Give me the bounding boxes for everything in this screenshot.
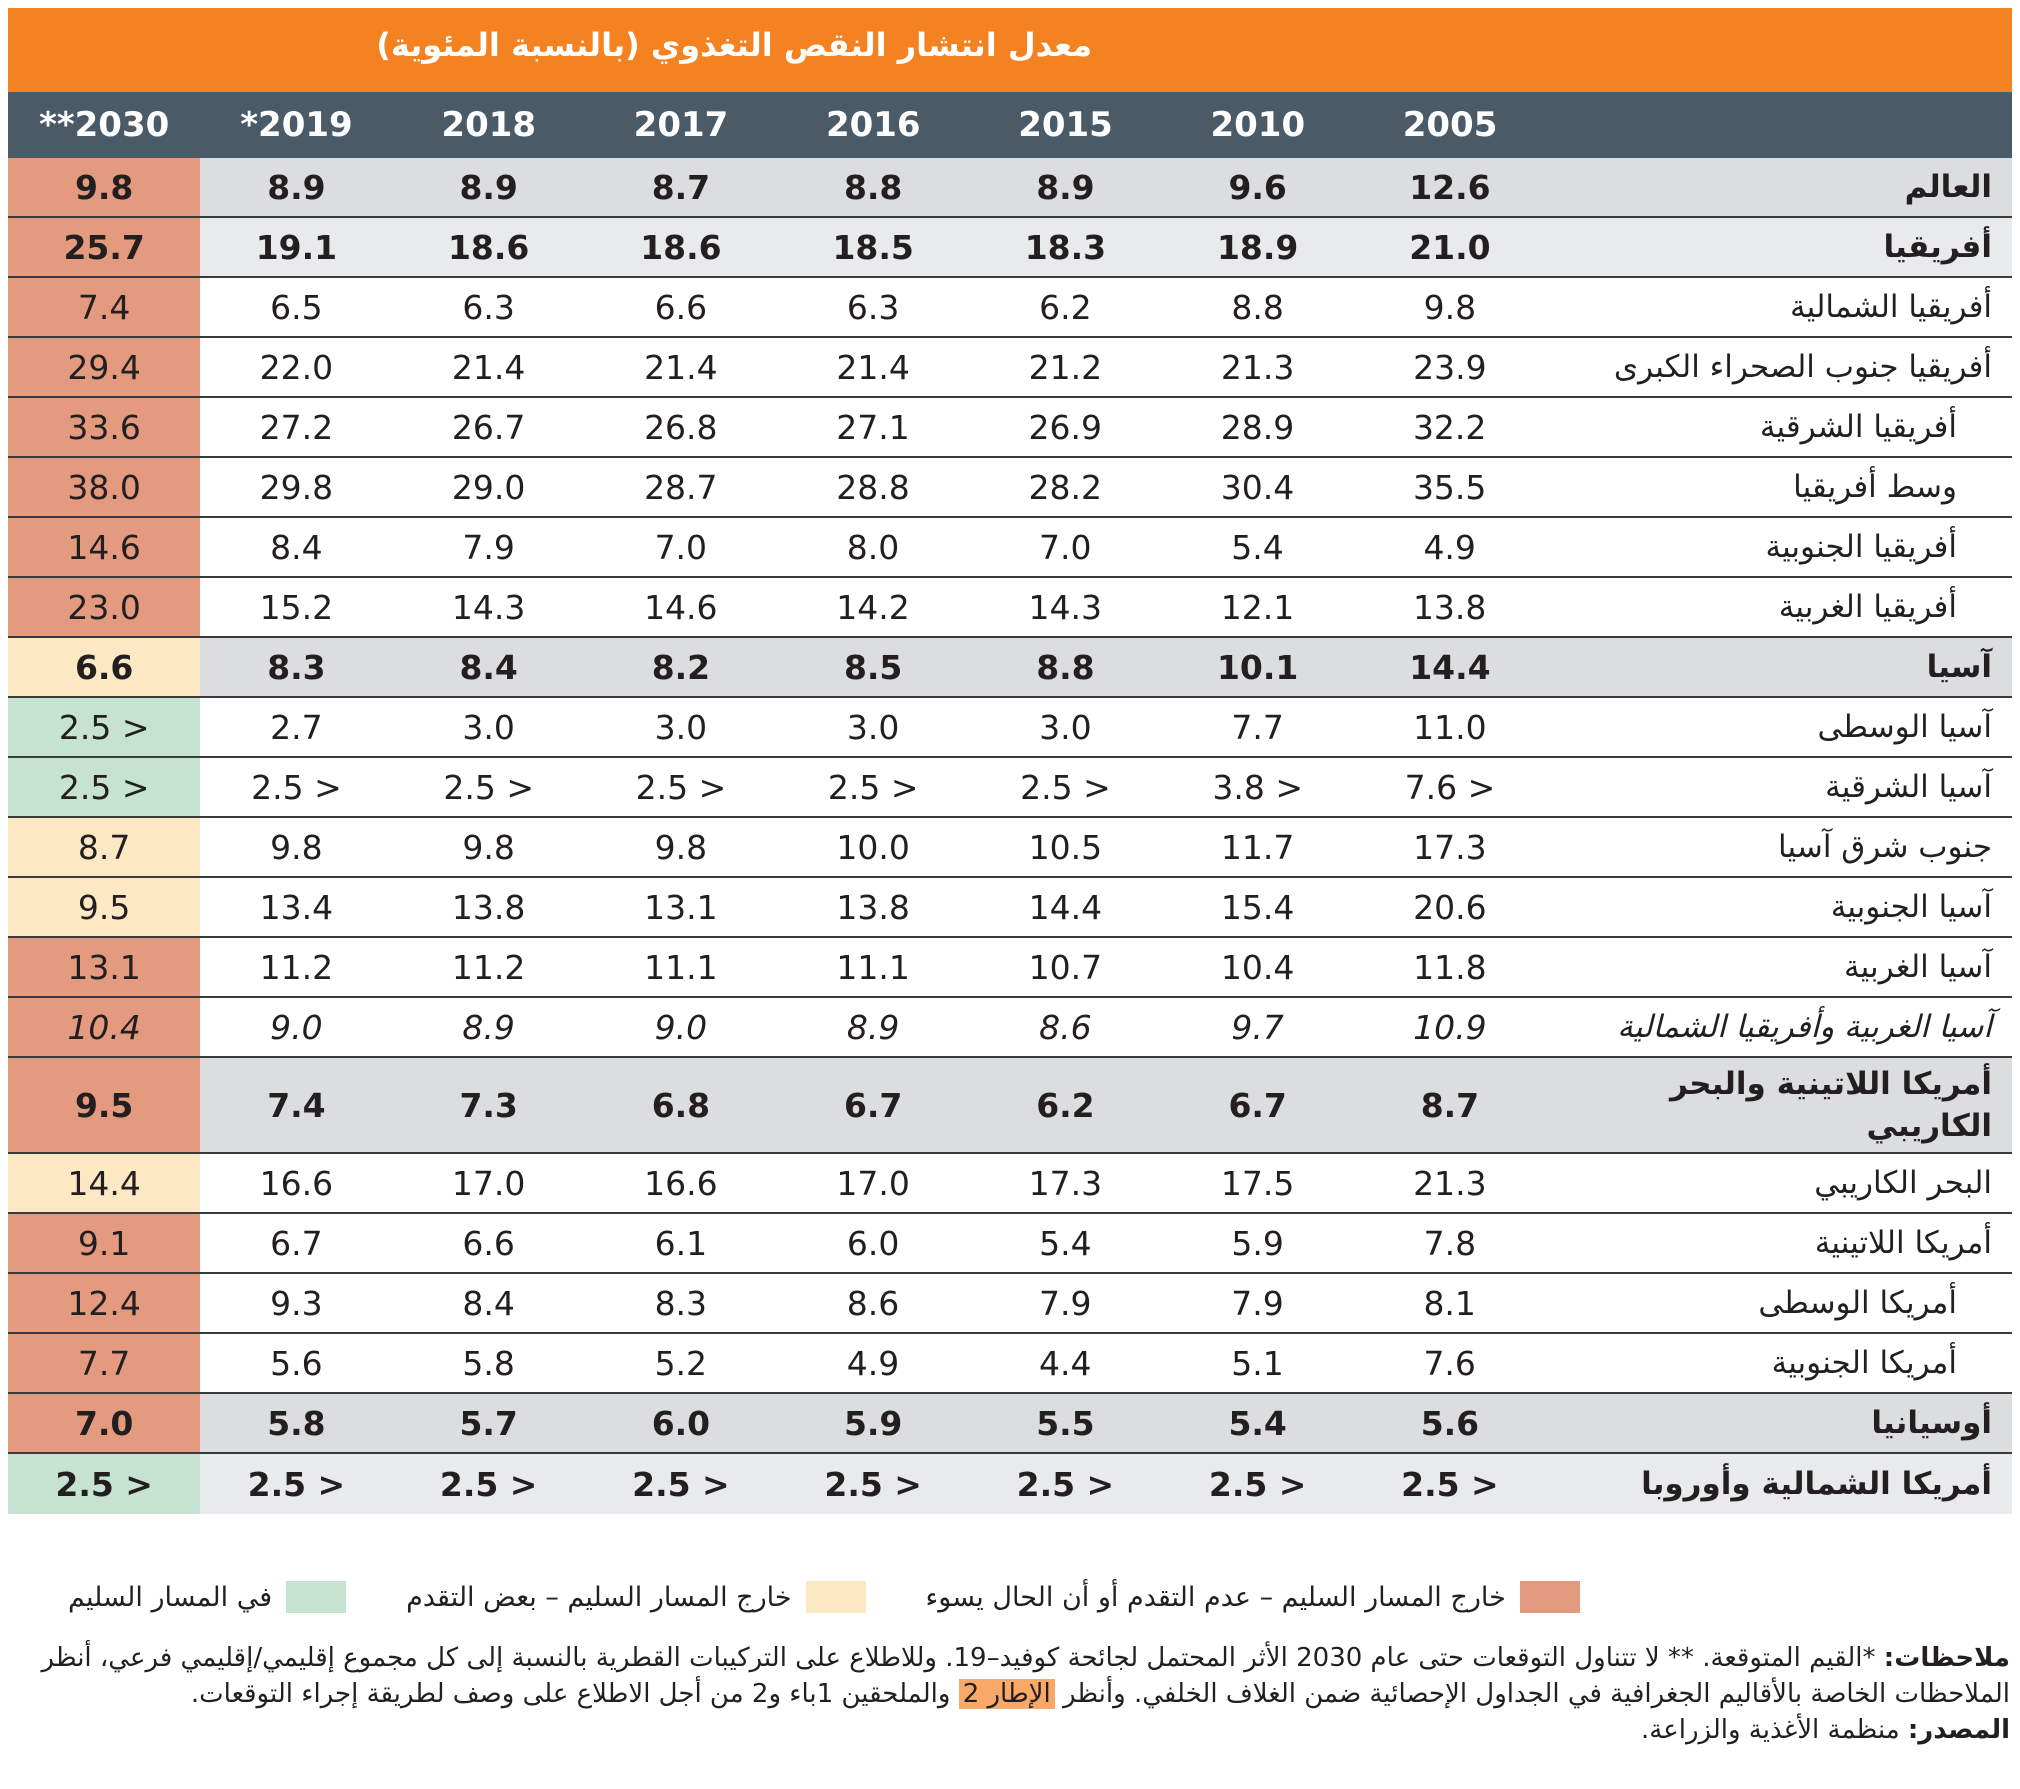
value-cell: 2.5 >	[635, 767, 727, 807]
value-cell: 8.3	[200, 638, 392, 696]
value-cell: 6.3	[846, 287, 900, 327]
notes	[20, 1640, 2010, 1748]
value-cell: 6.0	[846, 1223, 900, 1263]
legend-text: خارج المسار السليم – عدم التقدم أو أن الحال يسوء	[925, 1581, 1506, 1613]
row-label: جنوب شرق آسيا	[1778, 829, 1992, 865]
row-label: أفريقيا	[1546, 218, 2012, 276]
value-cell: 7.3	[393, 1058, 585, 1152]
projection-cell: 7.7	[8, 1334, 200, 1392]
value-cell: 2.5 >	[200, 1454, 392, 1514]
row-label: أمريكا اللاتينية والبحر الكاريبي	[1546, 1058, 2012, 1152]
value-cell: 10.7	[1028, 947, 1103, 987]
value-cell: 2.5 >	[393, 1454, 585, 1514]
value-cell: 29.8	[259, 467, 334, 507]
source-line	[20, 1712, 2010, 1748]
table-row	[8, 758, 2012, 818]
table-title: معدل انتشار النقص التغذوي (بالنسبة المئوية)	[376, 26, 1092, 64]
legend-swatch	[806, 1581, 866, 1613]
value-cell: 5.1	[1231, 1343, 1284, 1383]
value-cell: 8.6	[846, 1283, 900, 1323]
value-cell: 6.8	[585, 1058, 777, 1152]
value-cell: 8.9	[393, 158, 585, 216]
value-cell: 4.4	[1039, 1343, 1092, 1383]
value-cell: 8.4	[462, 1283, 515, 1323]
value-cell: 9.8	[1423, 287, 1477, 327]
value-cell: 5.9	[777, 1394, 969, 1452]
value-cell: 7.4	[200, 1058, 392, 1152]
table-row	[8, 1214, 2012, 1274]
value-cell: 7.0	[654, 527, 708, 567]
value-cell: 6.7	[777, 1058, 969, 1152]
value-cell: 13.8	[836, 887, 910, 927]
projection-cell: 8.7	[8, 818, 200, 876]
value-cell: 27.2	[259, 407, 334, 447]
value-cell: 2.5 >	[1020, 767, 1111, 807]
value-cell: 2.5 >	[1354, 1454, 1546, 1514]
value-cell: 8.8	[777, 158, 969, 216]
value-cell: 8.5	[777, 638, 969, 696]
value-cell: 28.7	[644, 467, 718, 507]
value-cell: 11.1	[836, 947, 910, 987]
table-row	[8, 878, 2012, 938]
value-cell: 11.7	[1220, 827, 1295, 867]
value-cell: 17.5	[1220, 1163, 1295, 1203]
value-cell: 6.3	[462, 287, 515, 327]
row-label: آسيا الجنوبية	[1830, 889, 1992, 925]
header-year-0: 2005	[1402, 105, 1498, 145]
value-cell: 21.0	[1354, 218, 1546, 276]
value-cell: 7.9	[1039, 1283, 1092, 1323]
value-cell: 21.4	[836, 347, 910, 387]
table-row	[8, 818, 2012, 878]
table-row	[8, 998, 2012, 1058]
table-row	[8, 698, 2012, 758]
value-cell: 12.1	[1220, 587, 1295, 627]
value-cell: 30.4	[1220, 467, 1295, 507]
header-row	[8, 92, 2012, 158]
table-row	[8, 338, 2012, 398]
header-year-3: 2016	[825, 105, 921, 145]
value-cell: 21.3	[1413, 1163, 1487, 1203]
value-cell: 11.0	[1413, 707, 1487, 747]
value-cell: 2.5 >	[443, 767, 534, 807]
projection-cell: 25.7	[8, 218, 200, 276]
value-cell: 14.4	[1354, 638, 1546, 696]
value-cell: 13.1	[644, 887, 718, 927]
value-cell: 3.8 >	[1212, 767, 1303, 807]
projection-cell: 2.5 >	[8, 1454, 200, 1514]
value-cell: 2.5 >	[585, 1454, 777, 1514]
value-cell: 4.9	[1423, 527, 1476, 567]
table-title-bar	[8, 8, 2012, 92]
value-cell: 5.4	[1039, 1223, 1092, 1263]
projection-cell: 7.4	[8, 278, 200, 336]
value-cell: 9.6	[1162, 158, 1354, 216]
value-cell: 13.8	[451, 887, 526, 927]
value-cell: 2.5 >	[1162, 1454, 1354, 1514]
value-cell: 18.6	[585, 218, 777, 276]
value-cell: 6.5	[270, 287, 323, 327]
value-cell: 8.8	[1231, 287, 1284, 327]
value-cell: 6.2	[969, 1058, 1161, 1152]
table-row	[8, 458, 2012, 518]
row-label: العالم	[1546, 158, 2012, 216]
value-cell: 9.3	[270, 1283, 323, 1323]
header-year-6: *2019	[240, 105, 353, 145]
value-cell: 11.8	[1413, 947, 1487, 987]
value-cell: 9.0	[654, 1007, 708, 1047]
row-label: وسط أفريقيا	[1793, 469, 1957, 505]
value-cell: 8.9	[969, 158, 1161, 216]
table-row	[8, 1154, 2012, 1214]
value-cell: 23.9	[1413, 347, 1487, 387]
value-cell: 28.2	[1028, 467, 1102, 507]
table-row	[8, 1058, 2012, 1154]
value-cell: 4.9	[846, 1343, 900, 1383]
value-cell: 10.5	[1028, 827, 1103, 867]
projection-cell: 2.5 >	[8, 758, 200, 816]
value-cell: 11.2	[451, 947, 526, 987]
projection-cell: 9.5	[8, 1058, 200, 1152]
value-cell: 28.8	[836, 467, 910, 507]
row-label: أمريكا الوسطى	[1758, 1285, 1957, 1321]
row-label: أفريقيا جنوب الصحراء الكبرى	[1613, 349, 1992, 385]
value-cell: 10.4	[1220, 947, 1295, 987]
value-cell: 22.0	[259, 347, 334, 387]
projection-cell: 23.0	[8, 578, 200, 636]
legend-text: خارج المسار السليم – بعض التقدم	[406, 1581, 792, 1613]
value-cell: 6.6	[462, 1223, 515, 1263]
value-cell: 3.0	[846, 707, 900, 747]
value-cell: 8.3	[654, 1283, 708, 1323]
legend-item	[406, 1581, 865, 1613]
value-cell: 21.4	[644, 347, 718, 387]
header-year-1: 2010	[1210, 105, 1306, 145]
value-cell: 8.8	[969, 638, 1161, 696]
header-year-5: 2018	[441, 105, 537, 145]
value-cell: 26.7	[451, 407, 526, 447]
value-cell: 8.7	[1354, 1058, 1546, 1152]
notes-text-1: *القيم المتوقعة. ** لا تتناول التوقعات حتى عام 2030 الأثر المحتمل لجائحة كوفيد–19. وللاطلاع على التركيبات القطرية بالنسبة إلى كل مجموع إقليمي/إقليمي فرعي، أنظر الملاحظات الخاصة بالأقاليم الجغرافية في الجداول الإحصائية ضمن الغلاف الخلفي. وأنظر	[41, 1643, 2010, 1709]
value-cell: 5.4	[1231, 527, 1284, 567]
projection-cell: 13.1	[8, 938, 200, 996]
value-cell: 5.4	[1162, 1394, 1354, 1452]
value-cell: 14.3	[1028, 587, 1102, 627]
value-cell: 17.0	[451, 1163, 526, 1203]
value-cell: 19.1	[200, 218, 392, 276]
notes-text-2: والملحقين 1باء و2 من أجل الاطلاع على وصف لطريقة إجراء التوقعات.	[190, 1679, 951, 1709]
value-cell: 21.3	[1220, 347, 1295, 387]
value-cell: 27.1	[836, 407, 910, 447]
row-label: آسيا الغربية وأفريقيا الشمالية	[1617, 1009, 1992, 1045]
value-cell: 6.6	[654, 287, 708, 327]
value-cell: 13.8	[1412, 587, 1487, 627]
source-label: المصدر:	[1907, 1715, 2010, 1745]
value-cell: 7.6 >	[1404, 767, 1496, 807]
value-cell: 2.5 >	[969, 1454, 1161, 1514]
value-cell: 14.3	[451, 587, 526, 627]
value-cell: 11.1	[644, 947, 718, 987]
row-label: أمريكا الشمالية وأوروبا	[1546, 1454, 2012, 1514]
value-cell: 15.4	[1220, 887, 1295, 927]
value-cell: 8.2	[585, 638, 777, 696]
value-cell: 8.0	[846, 527, 900, 567]
value-cell: 28.9	[1220, 407, 1295, 447]
value-cell: 6.1	[654, 1223, 708, 1263]
value-cell: 3.0	[1039, 707, 1092, 747]
table-row	[8, 158, 2012, 218]
value-cell: 5.6	[270, 1343, 323, 1383]
value-cell: 8.1	[1423, 1283, 1476, 1323]
table-row	[8, 398, 2012, 458]
legend-swatch	[286, 1581, 346, 1613]
row-label: أفريقيا الغربية	[1778, 589, 1957, 625]
value-cell: 21.4	[451, 347, 526, 387]
legend-item	[926, 1581, 1580, 1613]
value-cell: 6.7	[1162, 1058, 1354, 1152]
table-row	[8, 518, 2012, 578]
notes-paragraph	[20, 1640, 2010, 1712]
value-cell: 13.4	[259, 887, 334, 927]
projection-cell: 6.6	[8, 638, 200, 696]
value-cell: 9.8	[270, 827, 323, 867]
value-cell: 8.6	[1039, 1007, 1092, 1047]
value-cell: 6.7	[270, 1223, 323, 1263]
value-cell: 18.3	[969, 218, 1161, 276]
table-row	[8, 1334, 2012, 1394]
projection-cell: 9.1	[8, 1214, 200, 1272]
table-row	[8, 638, 2012, 698]
value-cell: 20.6	[1413, 887, 1487, 927]
row-label: أفريقيا الشمالية	[1790, 289, 1992, 325]
value-cell: 5.6	[1354, 1394, 1546, 1452]
table-row	[8, 278, 2012, 338]
value-cell: 5.9	[1231, 1223, 1284, 1263]
value-cell: 8.4	[270, 527, 323, 567]
projection-cell: 10.4	[8, 998, 200, 1056]
table-row	[8, 938, 2012, 998]
value-cell: 6.2	[1039, 287, 1092, 327]
value-cell: 32.2	[1412, 407, 1487, 447]
table-row	[8, 218, 2012, 278]
value-cell: 18.6	[393, 218, 585, 276]
data-table	[8, 8, 2012, 1514]
value-cell: 18.9	[1162, 218, 1354, 276]
value-cell: 10.0	[836, 827, 910, 867]
row-label: أوسيانيا	[1546, 1394, 2012, 1452]
projection-cell: 14.6	[8, 518, 200, 576]
legend	[8, 1572, 2012, 1622]
projection-cell: 33.6	[8, 398, 200, 456]
value-cell: 10.9	[1413, 1007, 1487, 1047]
value-cell: 5.7	[393, 1394, 585, 1452]
projection-cell: 38.0	[8, 458, 200, 516]
row-label: آسيا	[1546, 638, 2012, 696]
row-label: أمريكا اللاتينية	[1814, 1225, 1992, 1261]
value-cell: 7.9	[1231, 1283, 1284, 1323]
value-cell: 29.0	[451, 467, 526, 507]
value-cell: 17.3	[1413, 827, 1487, 867]
value-cell: 9.8	[462, 827, 515, 867]
table-row	[8, 1274, 2012, 1334]
projection-cell: 2.5 >	[8, 698, 200, 756]
projection-cell: 9.5	[8, 878, 200, 936]
header-year-2: 2015	[1018, 105, 1113, 145]
value-cell: 9.0	[270, 1007, 323, 1047]
value-cell: 3.0	[462, 707, 515, 747]
value-cell: 26.9	[1028, 407, 1102, 447]
projection-cell: 9.8	[8, 158, 200, 216]
value-cell: 3.0	[654, 707, 708, 747]
header-year-4: 2017	[633, 105, 729, 145]
value-cell: 2.7	[270, 707, 323, 747]
value-cell: 5.5	[969, 1394, 1161, 1452]
value-cell: 9.7	[1231, 1007, 1284, 1047]
projection-cell: 12.4	[8, 1274, 200, 1332]
notes-label: ملاحظات:	[1883, 1643, 2010, 1673]
value-cell: 5.8	[462, 1343, 515, 1383]
legend-text: في المسار السليم	[68, 1581, 273, 1613]
value-cell: 8.9	[846, 1007, 900, 1047]
value-cell: 14.2	[836, 587, 910, 627]
value-cell: 15.2	[259, 587, 334, 627]
table-body	[8, 158, 2012, 1514]
value-cell: 8.9	[200, 158, 392, 216]
projection-cell: 7.0	[8, 1394, 200, 1452]
value-cell: 8.7	[585, 158, 777, 216]
value-cell: 2.5 >	[251, 767, 342, 807]
legend-swatch	[1520, 1581, 1580, 1613]
value-cell: 14.6	[644, 587, 718, 627]
value-cell: 7.9	[462, 527, 515, 567]
value-cell: 17.0	[836, 1163, 910, 1203]
value-cell: 16.6	[259, 1163, 334, 1203]
row-label: آسيا الشرقية	[1825, 769, 1992, 805]
value-cell: 5.8	[200, 1394, 392, 1452]
value-cell: 21.2	[1028, 347, 1103, 387]
value-cell: 14.4	[1028, 887, 1103, 927]
value-cell: 2.5 >	[777, 1454, 969, 1514]
value-cell: 10.1	[1162, 638, 1354, 696]
value-cell: 18.5	[777, 218, 969, 276]
value-cell: 8.9	[462, 1007, 515, 1047]
value-cell: 5.2	[654, 1343, 708, 1383]
projection-cell: 29.4	[8, 338, 200, 396]
row-label: آسيا الغربية	[1844, 949, 1992, 985]
row-label: آسيا الوسطى	[1817, 709, 1992, 745]
notes-highlight: الإطار 2	[959, 1679, 1055, 1709]
value-cell: 35.5	[1412, 467, 1487, 507]
table-row	[8, 1454, 2012, 1514]
source-text: منظمة الأغذية والزراعة.	[1641, 1715, 1900, 1745]
projection-cell: 14.4	[8, 1154, 200, 1212]
value-cell: 26.8	[644, 407, 718, 447]
value-cell: 8.4	[393, 638, 585, 696]
value-cell: 6.0	[585, 1394, 777, 1452]
value-cell: 2.5 >	[827, 767, 919, 807]
value-cell: 7.6	[1423, 1343, 1476, 1383]
row-label: أمريكا الجنوبية	[1771, 1345, 1957, 1381]
table-row	[8, 578, 2012, 638]
header-year-7: **2030	[39, 105, 170, 145]
legend-item	[68, 1581, 346, 1613]
value-cell: 9.8	[654, 827, 708, 867]
table-row	[8, 1394, 2012, 1454]
value-cell: 7.0	[1039, 527, 1092, 567]
value-cell: 11.2	[259, 947, 334, 987]
row-label: البحر الكاريبي	[1814, 1165, 1992, 1201]
value-cell: 16.6	[644, 1163, 718, 1203]
value-cell: 7.7	[1231, 707, 1284, 747]
row-label: أفريقيا الجنوبية	[1765, 529, 1957, 565]
value-cell: 17.3	[1028, 1163, 1103, 1203]
row-label: أفريقيا الشرقية	[1759, 409, 1957, 445]
value-cell: 7.8	[1423, 1223, 1477, 1263]
value-cell: 12.6	[1354, 158, 1546, 216]
